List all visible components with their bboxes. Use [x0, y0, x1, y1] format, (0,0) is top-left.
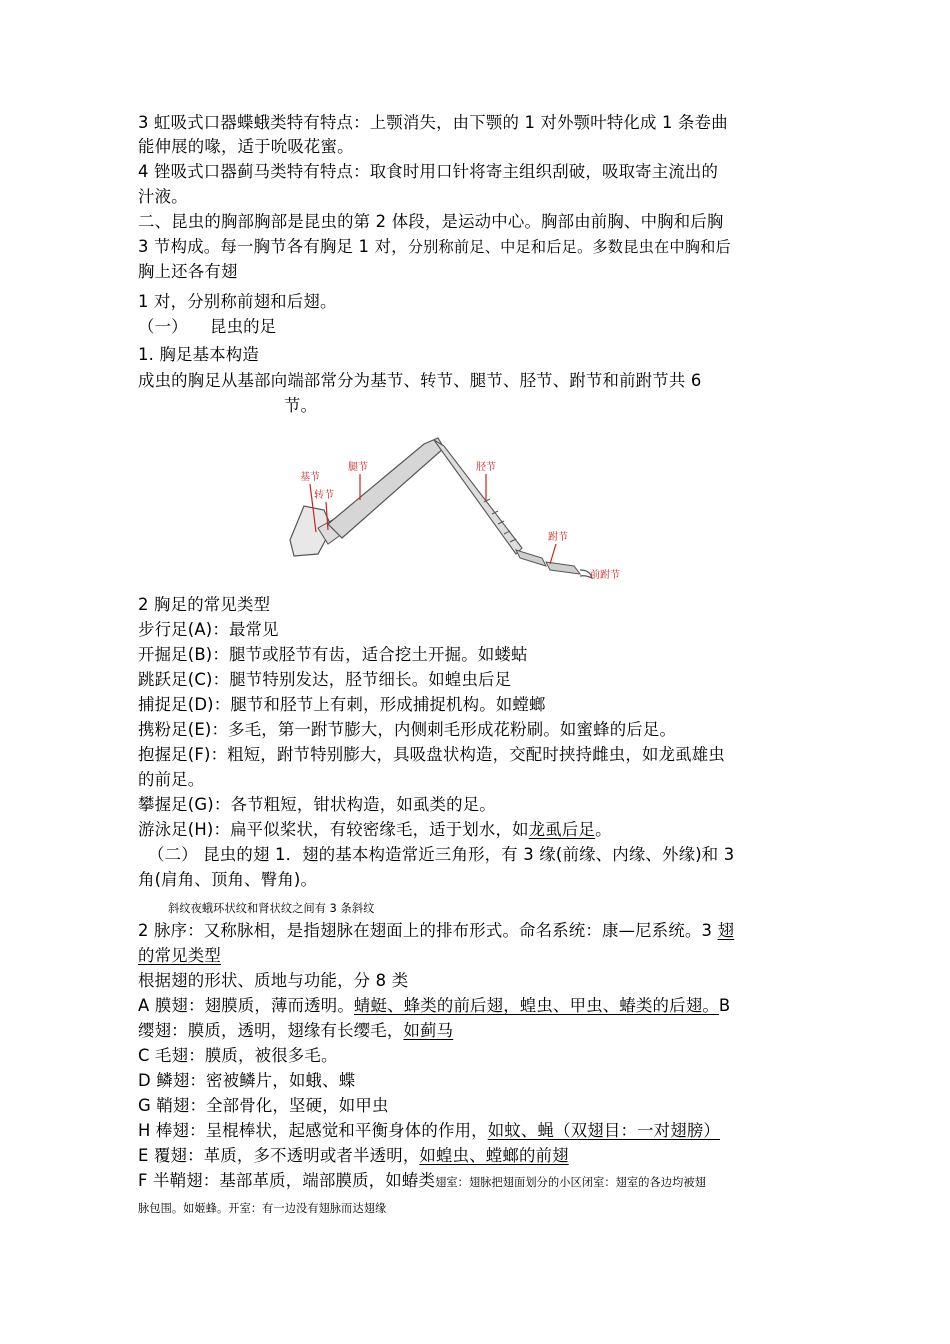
subsection-heading: （二） 昆虫的翅 1．翅的基本构造常近三角形，有 3 缘(前缘、内缘、外缘)和 3: [148, 845, 735, 864]
label-coxa: 基节: [300, 472, 320, 483]
subsection-heading: 1. 胸足基本构造: [138, 345, 259, 364]
text-line: 角(肩角、顶角、臀角)。: [138, 870, 318, 889]
text-line: 抱握足(F)：粗短，跗节特别膨大，具吸盘状构造，交配时挟持雌虫，如龙虱雄虫: [138, 745, 725, 764]
leg-diagram-svg: [284, 428, 634, 588]
small-note: 斜纹夜蛾环状纹和肾状纹之间有 3 条斜纹: [168, 902, 375, 915]
text-line: 攀握足(G)：各节粗短，钳状构造，如虱类的足。: [138, 795, 496, 814]
text-line: 2 脉序：又称脉相，是指翅脉在翅面上的排布形式。命名系统：康—尼系统。3 翅: [138, 921, 735, 940]
text-line: E 覆翅：革质，多不透明或者半透明，如蝗虫、螳螂的前翅: [138, 1146, 569, 1165]
text-line: G 鞘翅：全部骨化，坚硬，如甲虫: [138, 1096, 389, 1115]
text-line: 携粉足(E)：多毛，第一跗节膨大，内侧刺毛形成花粉刷。如蜜蜂的后足。: [138, 720, 677, 739]
text-line: 汁液。: [138, 187, 188, 206]
subsection-heading: （一） 昆虫的足: [138, 317, 277, 336]
femur-shape: [328, 438, 444, 538]
text-line: C 毛翅：膜质，被很多毛。: [138, 1046, 338, 1065]
text-line: 缨翅：膜质，透明，翅缘有长缨毛，如蓟马: [138, 1021, 454, 1040]
text-line: 1 对，分别称前翅和后翅。: [138, 292, 337, 311]
underlined-text: 翅: [717, 921, 735, 940]
label-trochanter: 转节: [314, 490, 334, 501]
label-tibia: 胫节: [476, 462, 496, 473]
text-line: 成虫的胸足从基部向端部常分为基节、转节、腿节、胫节、跗节和前跗节共 6: [138, 371, 702, 390]
label-pretarsus: 前跗节: [590, 570, 620, 581]
label-femur: 腿节: [348, 462, 368, 473]
text-line: 节。: [284, 396, 318, 415]
tarsus-shape: [516, 550, 546, 566]
underlined-text: 如蝗虫、螳螂的前翅: [419, 1146, 569, 1165]
text-line: D 鳞翅：密被鳞片，如蛾、蝶: [138, 1071, 356, 1090]
text-line: 4 锉吸式口器蓟马类特有特点：取食时用口针将寄主组织刮破，吸取寄主流出的: [138, 162, 719, 181]
underlined-text: 龙虱后足: [528, 820, 596, 839]
text-line: 3 虹吸式口器蝶蛾类特有特点：上颚消失，由下颚的 1 对外颚叶特化成 1 条卷曲: [138, 113, 728, 132]
text-line: 开掘足(B)：腿节或胫节有齿，适合挖土开掘。如蝼蛄: [138, 645, 528, 664]
text-line: 捕捉足(D)：腿节和胫节上有刺，形成捕捉机构。如螳螂: [138, 695, 546, 714]
text-line: 根据翅的形状、质地与功能，分 8 类: [138, 971, 409, 990]
text-line: 步行足(A)：最常见: [138, 620, 279, 639]
leg-diagram: [284, 428, 634, 588]
underlined-text: 如蚊、蝇（双翅目：一对翅膀）: [487, 1121, 721, 1140]
tarsus-segments: [546, 562, 580, 574]
text-line: 的前足。: [138, 770, 205, 789]
section-heading: 二、昆虫的胸部胸部是昆虫的第 2 体段，是运动中心。胸部由前胸、中胸和后胸: [138, 212, 724, 231]
small-note: 脉包围。如姬蜂。开室：有一边没有翅脉而达翅缘: [138, 1202, 387, 1215]
text-line: [138, 945, 221, 967]
text-line: A 膜翅：翅膜质，薄而透明。蜻蜓、蜂类的前后翅，蝗虫、甲虫、蝽类的后翅。B: [138, 996, 731, 1015]
label-tarsus: 跗节: [548, 532, 568, 543]
underlined-text: 蜻蜓、蜂类的前后翅，蝗虫、甲虫、蝽类的后翅。: [353, 996, 719, 1015]
text-line: F 半鞘翅：基部革质，端部膜质，如蝽类翅室：翅脉把翅面划分的小区闭室：翅室的各边均被翅: [138, 1171, 706, 1190]
text-line: 游泳足(H)：扁平似桨状，有较密缘毛，适于划水，如龙虱后足。: [138, 820, 612, 839]
tibia-shape: [434, 440, 522, 554]
text-line: 3 节构成。每一胸节各有胸足 1 对，分别称前足、中足和后足。多数昆虫在中胸和后: [138, 237, 731, 256]
subsection-heading: 2 胸足的常见类型: [138, 595, 271, 614]
text-line: 胸上还各有翅: [138, 262, 238, 281]
text-line: 能伸展的喙，适于吮吸花蜜。: [138, 137, 354, 156]
text-line: 跳跃足(C)：腿节特别发达，胫节细长。如蝗虫后足: [138, 670, 512, 689]
text-line: H 棒翅：呈棍棒状，起感觉和平衡身体的作用，如蚊、蝇（双翅目：一对翅膀）: [138, 1121, 721, 1140]
underlined-text: 如蓟马: [403, 1021, 454, 1040]
underlined-text: 的常见类型: [138, 946, 221, 965]
